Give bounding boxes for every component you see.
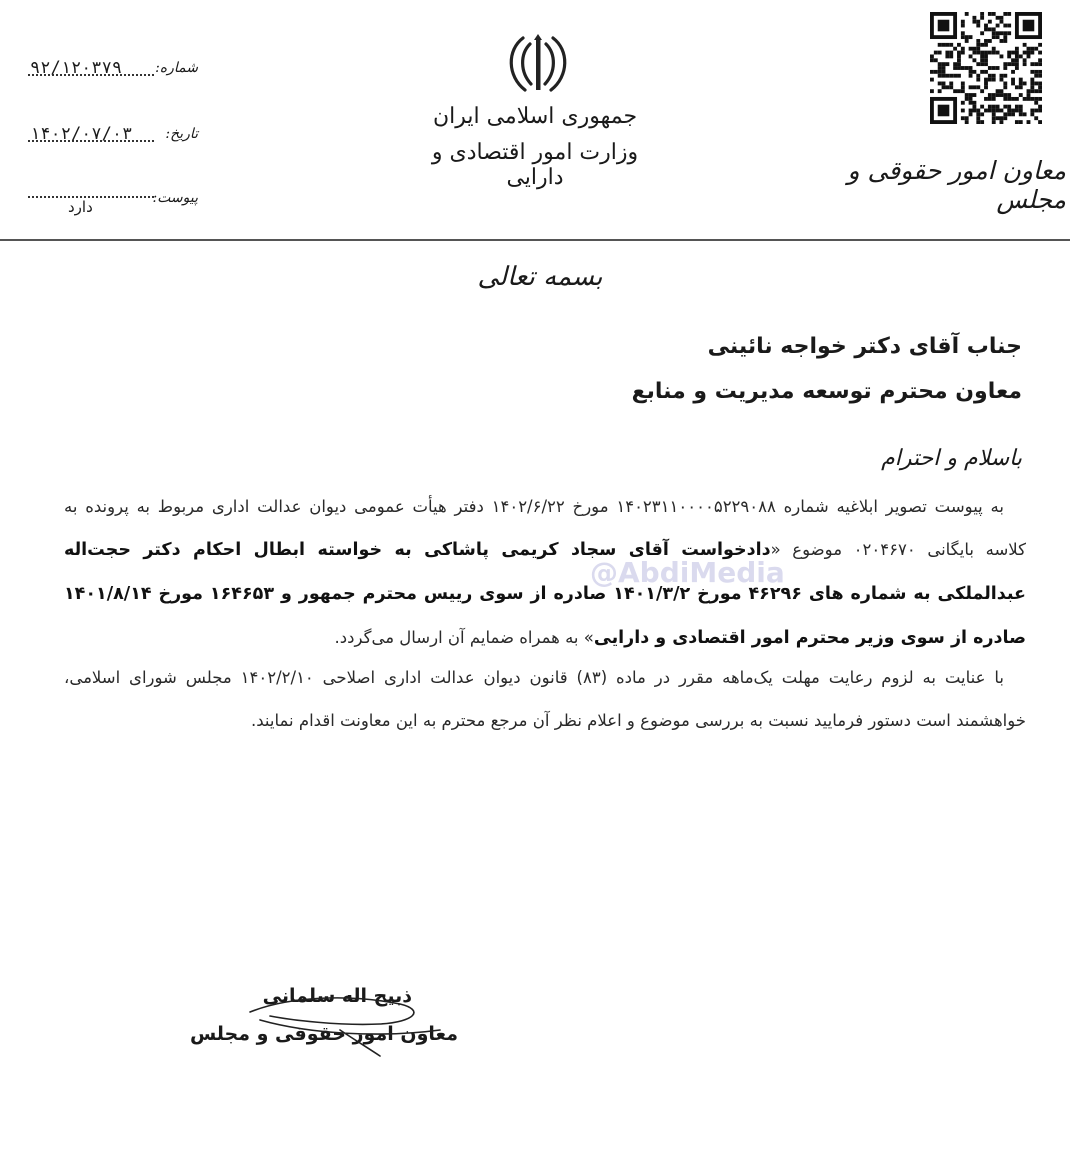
recipient-title: معاون محترم توسعه مدیریت و منابع xyxy=(631,379,1022,404)
ministry-name: وزارت امور اقتصادی و دارایی xyxy=(431,140,639,190)
letter-number-value: ۹۲/۱۲۰۳۷۹ xyxy=(30,58,123,78)
paragraph-2-text: با عنایت به لزوم رعایت مهلت یک‌ماهه مقرر در ماده (۸۳) قانون دیوان عدالت اداری اصلاحی ۱۴۰۲/۲/۱۰ مجلس شورای اسلامی، خواهشمند است دستور فرمایید نسبت به بررسی موضوع و اعلام نظر آن مرجع محترم به این معاونت اقدام نمایند. xyxy=(64,668,1026,730)
letter-date-label: تاریخ: xyxy=(165,126,198,142)
handwritten-signature-icon xyxy=(230,990,460,1060)
greeting: باسلام و احترام xyxy=(881,446,1022,471)
paragraph-2 xyxy=(64,656,1026,742)
watermark: @AbdiMedia xyxy=(590,556,785,589)
attachment-row xyxy=(8,190,198,216)
department-title: معاون امور حقوقی و مجلس xyxy=(847,156,1066,214)
letter-number-row xyxy=(8,60,198,86)
signer-name: ذبیح اله سلمانی xyxy=(262,985,412,1007)
attachment-label: پیوست: xyxy=(152,190,198,206)
paragraph-1 xyxy=(64,485,1026,660)
paragraph-1-intro: به پیوست تصویر ابلاغیه شماره ۱۴۰۲۳۱۱۰۰۰۰۵۲۲۹۰۸۸ مورخ ۱۴۰۲/۶/۲۲ دفتر هیأت عمومی دیوان عدالت اداری مربوط به پرونده به کلاسه بایگانی ۰۲۰۴۶۷۰ موضوع « xyxy=(64,497,1026,559)
iran-emblem-icon xyxy=(503,30,573,96)
country-name: جمهوری اسلامی ایران xyxy=(432,104,638,129)
invocation: بسمه تعالی xyxy=(477,262,603,292)
letter-date-row xyxy=(8,126,198,152)
signer-title: معاون امور حقوقی و مجلس xyxy=(189,1023,458,1045)
header-divider xyxy=(0,239,1070,241)
letter-date-value: ۱۴۰۲/۰۷/۰۳ xyxy=(30,124,133,144)
paragraph-1-closing: » به همراه ضمایم آن ارسال می‌گردد. xyxy=(334,628,594,647)
letter-number-label: شماره: xyxy=(155,60,198,76)
recipient-name: جناب آقای دکتر خواجه نائینی xyxy=(707,334,1022,359)
qr-code-icon xyxy=(930,12,1042,124)
attachment-value: دارد xyxy=(68,198,93,216)
paragraph-1-subject: دادخواست آقای سجاد کریمی پاشاکی به خواسته ابطال احکام دکتر حجت‌اله عبدالملکی به شماره های ۴۶۲۹۶ مورخ ۱۴۰۱/۳/۲ صادره از سوی رییس محترم جمهور و ۱۶۴۶۵۳ مورخ ۱۴۰۱/۸/۱۴ صادره از سوی وزیر محترم امور اقتصادی و دارایی xyxy=(64,540,1026,648)
